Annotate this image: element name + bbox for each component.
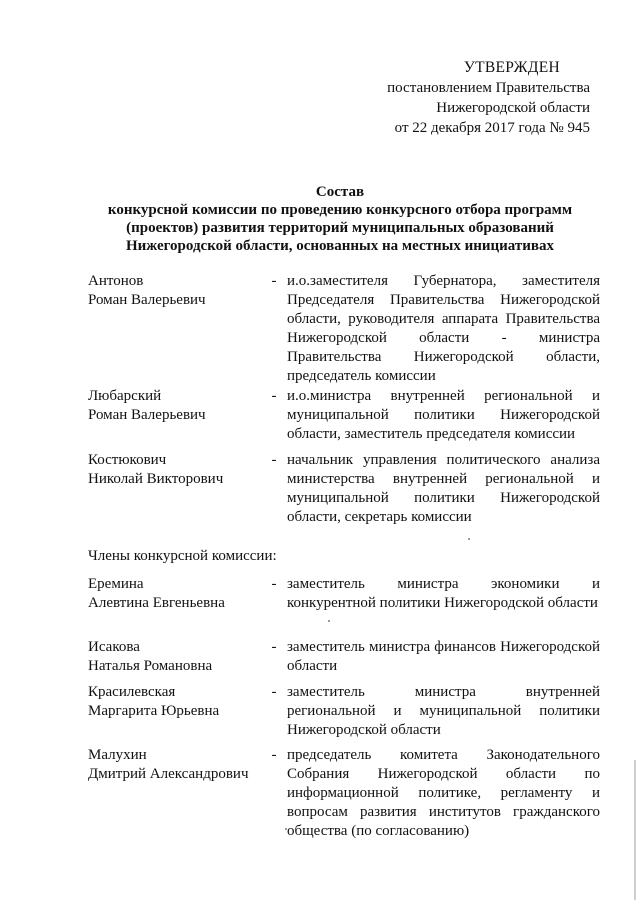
member-surname: Исакова <box>88 639 140 655</box>
member-name <box>88 638 263 676</box>
member-surname: Красилевская <box>88 684 176 700</box>
member-name <box>88 746 263 841</box>
member-surname: Еремина <box>88 576 144 592</box>
member-dash: - <box>271 747 277 763</box>
member-surname: Костюкович <box>88 452 167 468</box>
member-dash: - <box>271 273 277 289</box>
member-name <box>88 683 263 740</box>
title-line-3: (проектов) развития территорий муниципальных образований <box>126 220 554 236</box>
member-name <box>88 387 263 444</box>
member-role: заместитель министра внутренней региональной и муниципальной политики Нижегородской области <box>287 684 600 738</box>
member-surname: Любарский <box>88 388 162 404</box>
approval-line-2: Нижегородской области <box>436 100 590 116</box>
member-entry-secretary <box>88 451 600 527</box>
member-role: заместитель министра финансов Нижегородской области <box>287 639 600 674</box>
scan-speck <box>285 828 287 830</box>
member-given-name: Дмитрий Александрович <box>88 766 249 782</box>
scan-speck <box>328 620 330 622</box>
member-entry <box>88 746 600 841</box>
member-role: председатель комитета Законодательного Собрания Нижегородской области по информационной политике, регламенту и вопросам развития институтов гражданского общества (по согласованию) <box>287 747 600 839</box>
members-heading: Члены конкурсной комиссии: <box>88 548 277 564</box>
member-given-name: Николай Викторович <box>88 471 224 487</box>
member-given-name: Наталья Романовна <box>88 658 213 674</box>
member-name <box>88 451 263 527</box>
member-entry-deputy-chairman <box>88 387 600 444</box>
member-role: и.о.заместителя Губернатора, заместителя Председателя Правительства Нижегородской области, руководителя аппарата Правительства Нижегородской области - министра Правительства Нижегородской области, председатель комиссии <box>287 273 600 384</box>
member-surname: Малухин <box>88 747 147 763</box>
member-entry <box>88 638 600 676</box>
member-role: заместитель министра экономики и конкурентной политики Нижегородской области <box>287 576 600 611</box>
member-entry <box>88 683 600 740</box>
member-entry-chairman <box>88 272 600 386</box>
member-name <box>88 272 263 386</box>
member-role: начальник управления политического анализа министерства внутренней региональной и муниципальной политики Нижегородской области, секретарь комиссии <box>287 452 600 525</box>
member-role: и.о.министра внутренней региональной и муниципальной политики Нижегородской области, заместитель председателя комиссии <box>287 388 600 442</box>
member-given-name: Роман Валерьевич <box>88 407 206 423</box>
scan-edge-artifact <box>634 760 636 900</box>
member-given-name: Алевтина Евгеньевна <box>88 595 225 611</box>
approval-stamp: УТВЕРЖДЕН <box>463 59 560 76</box>
approval-line-3: от 22 декабря 2017 года № 945 <box>394 120 590 136</box>
approval-block <box>350 58 590 138</box>
member-given-name: Роман Валерьевич <box>88 292 206 308</box>
member-given-name: Маргарита Юрьевна <box>88 703 220 719</box>
member-dash: - <box>271 684 277 700</box>
approval-line-1: постановлением Правительства <box>387 80 590 96</box>
document-title <box>82 183 598 255</box>
title-line-1: Состав <box>315 184 365 200</box>
member-dash: - <box>271 388 277 404</box>
member-dash: - <box>271 452 277 468</box>
member-name <box>88 575 263 613</box>
member-dash: - <box>271 639 277 655</box>
member-dash: - <box>271 576 277 592</box>
title-line-4: Нижегородской области, основанных на местных инициативах <box>125 238 555 254</box>
title-line-2: конкурсной комиссии по проведению конкурсного отбора программ <box>107 202 573 218</box>
member-surname: Антонов <box>88 273 144 289</box>
scan-speck <box>468 538 470 540</box>
member-entry <box>88 575 600 613</box>
